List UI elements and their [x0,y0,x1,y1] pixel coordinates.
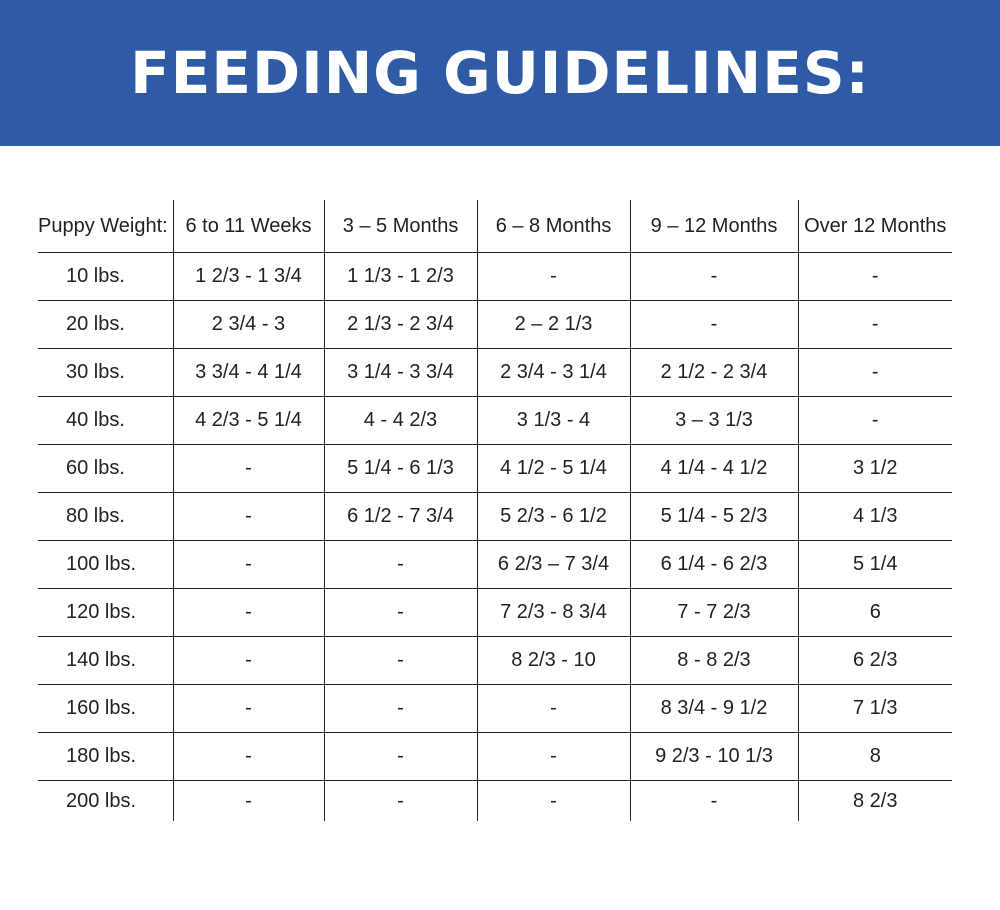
over-12-months-cell: - [798,397,952,445]
weight-cell: 20 lbs. [38,301,173,349]
over-12-months-cell: 8 [798,733,952,781]
table-body [38,253,952,822]
weeks-6-11-cell: - [173,589,324,637]
table-row [38,349,952,397]
over-12-months-cell: - [798,349,952,397]
months-6-8-cell: 2 – 2 1/3 [477,301,630,349]
over-12-months-cell: 5 1/4 [798,541,952,589]
page-title: FEEDING GUIDELINES: [130,39,870,107]
table-row [38,733,952,781]
weeks-6-11-cell: - [173,637,324,685]
months-6-8-cell: - [477,781,630,822]
weight-cell: 80 lbs. [38,493,173,541]
weeks-6-11-cell: 1 2/3 - 1 3/4 [173,253,324,301]
weight-cell: 60 lbs. [38,445,173,493]
table-row [38,493,952,541]
weight-cell: 180 lbs. [38,733,173,781]
table-row [38,253,952,301]
months-9-12-cell: 8 - 8 2/3 [630,637,798,685]
weight-cell: 140 lbs. [38,637,173,685]
over-12-months-cell: 6 2/3 [798,637,952,685]
weight-cell: 160 lbs. [38,685,173,733]
months-6-8-cell: - [477,733,630,781]
over-12-months-cell: 6 [798,589,952,637]
months-9-12-cell: 2 1/2 - 2 3/4 [630,349,798,397]
months-6-8-cell: 4 1/2 - 5 1/4 [477,445,630,493]
header-9-12-months: 9 – 12 Months [630,200,798,253]
table-row [38,541,952,589]
feeding-table [38,200,952,821]
table-row [38,637,952,685]
months-9-12-cell: 3 – 3 1/3 [630,397,798,445]
header-6-to-11-weeks: 6 to 11 Weeks [173,200,324,253]
months-3-5-cell: 3 1/4 - 3 3/4 [324,349,477,397]
months-9-12-cell: - [630,781,798,822]
months-6-8-cell: 7 2/3 - 8 3/4 [477,589,630,637]
weight-cell: 200 lbs. [38,781,173,822]
months-3-5-cell: - [324,781,477,822]
table-row [38,589,952,637]
months-6-8-cell: 6 2/3 – 7 3/4 [477,541,630,589]
over-12-months-cell: 3 1/2 [798,445,952,493]
table-row [38,685,952,733]
weight-cell: 40 lbs. [38,397,173,445]
weeks-6-11-cell: 4 2/3 - 5 1/4 [173,397,324,445]
weight-cell: 100 lbs. [38,541,173,589]
table-row [38,445,952,493]
weeks-6-11-cell: - [173,445,324,493]
months-6-8-cell: 8 2/3 - 10 [477,637,630,685]
over-12-months-cell: - [798,301,952,349]
months-6-8-cell: - [477,253,630,301]
over-12-months-cell: 4 1/3 [798,493,952,541]
title-banner [0,0,1000,146]
months-3-5-cell: - [324,541,477,589]
weight-cell: 10 lbs. [38,253,173,301]
months-6-8-cell: - [477,685,630,733]
months-3-5-cell: - [324,637,477,685]
table-row [38,397,952,445]
months-9-12-cell: - [630,253,798,301]
header-puppy-weight: Puppy Weight: [38,214,168,237]
weeks-6-11-cell: 3 3/4 - 4 1/4 [173,349,324,397]
months-9-12-cell: - [630,301,798,349]
weight-cell: 120 lbs. [38,589,173,637]
months-6-8-cell: 2 3/4 - 3 1/4 [477,349,630,397]
months-9-12-cell: 5 1/4 - 5 2/3 [630,493,798,541]
weeks-6-11-cell: - [173,493,324,541]
months-9-12-cell: 7 - 7 2/3 [630,589,798,637]
months-3-5-cell: 1 1/3 - 1 2/3 [324,253,477,301]
months-9-12-cell: 6 1/4 - 6 2/3 [630,541,798,589]
weeks-6-11-cell: - [173,781,324,822]
months-3-5-cell: - [324,589,477,637]
months-9-12-cell: 4 1/4 - 4 1/2 [630,445,798,493]
weeks-6-11-cell: 2 3/4 - 3 [173,301,324,349]
weeks-6-11-cell: - [173,685,324,733]
months-3-5-cell: 2 1/3 - 2 3/4 [324,301,477,349]
months-9-12-cell: 8 3/4 - 9 1/2 [630,685,798,733]
months-6-8-cell: 5 2/3 - 6 1/2 [477,493,630,541]
header-over-12-months: Over 12 Months [798,200,952,253]
months-3-5-cell: 4 - 4 2/3 [324,397,477,445]
over-12-months-cell: 8 2/3 [798,781,952,822]
weight-cell: 30 lbs. [38,349,173,397]
header-3-5-months: 3 – 5 Months [324,200,477,253]
over-12-months-cell: - [798,253,952,301]
months-9-12-cell: 9 2/3 - 10 1/3 [630,733,798,781]
table-row [38,781,952,822]
header-row [38,200,952,253]
weeks-6-11-cell: - [173,541,324,589]
months-3-5-cell: 5 1/4 - 6 1/3 [324,445,477,493]
header-6-8-months: 6 – 8 Months [477,200,630,253]
months-6-8-cell: 3 1/3 - 4 [477,397,630,445]
months-3-5-cell: 6 1/2 - 7 3/4 [324,493,477,541]
table-row [38,301,952,349]
months-3-5-cell: - [324,733,477,781]
months-3-5-cell: - [324,685,477,733]
over-12-months-cell: 7 1/3 [798,685,952,733]
weeks-6-11-cell: - [173,733,324,781]
